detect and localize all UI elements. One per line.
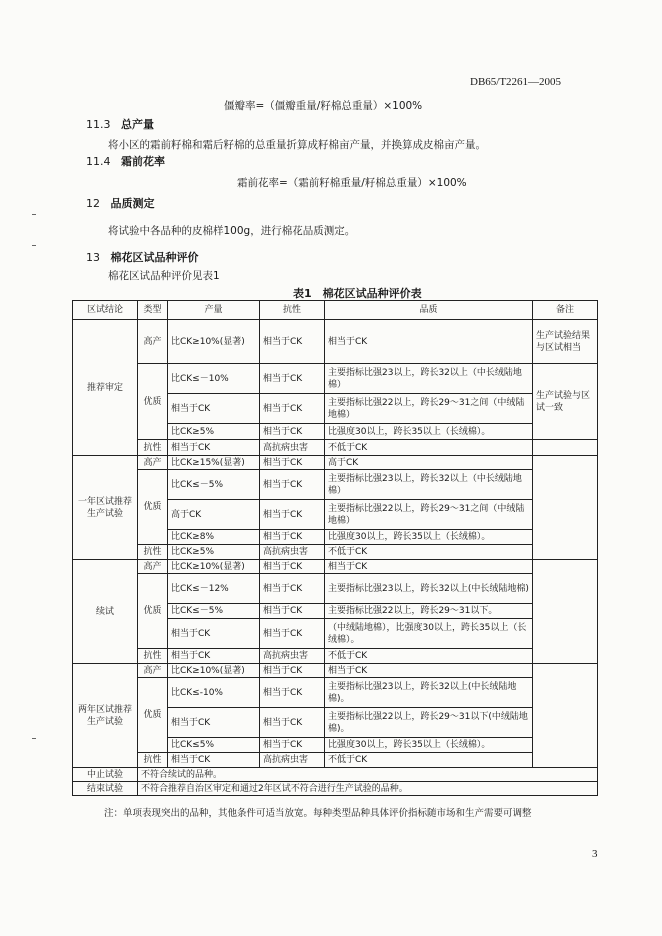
quality-cell: （中绒陆地棉），比强度30以上，跨长35以上（长绒棉）。 (325, 619, 533, 649)
table-row (73, 649, 598, 664)
resistance-cell: 相当于CK (260, 604, 325, 619)
table-row-stop (73, 768, 598, 782)
section-13 (86, 249, 199, 265)
table-row (73, 364, 598, 394)
note-cell (533, 664, 598, 768)
conclusion-cell: 结束试验 (73, 782, 138, 796)
resistance-cell: 相当于CK (260, 320, 325, 364)
yield-cell: 相当于CK (168, 440, 260, 456)
type-cell: 抗性 (138, 545, 168, 560)
resistance-cell: 相当于CK (260, 664, 325, 678)
yield-cell: 相当于CK (168, 708, 260, 738)
section-number: 12 (86, 197, 100, 210)
table-footnote: 注：单项表现突出的品种，其他条件可适当放宽。每种类型品种具体评价指标随市场和生产需要可调整 (104, 808, 532, 819)
resistance-cell: 相当于CK (260, 619, 325, 649)
table-row (73, 574, 598, 604)
table-row (73, 664, 598, 678)
yield-cell: 比CK≥10%(显著) (168, 560, 260, 574)
note-cell: 生产试验结果与区试相当 (533, 320, 598, 364)
type-cell: 高产 (138, 664, 168, 678)
table-row (73, 470, 598, 500)
yield-cell: 比CK≤－10% (168, 364, 260, 394)
quality-cell: 主要指标比强23以上，跨长32以上(中长绒陆地棉)。 (325, 678, 533, 708)
scan-mark (32, 245, 36, 246)
conclusion-cell: 中止试验 (73, 768, 138, 782)
quality-cell: 比强度30以上，跨长35以上（长绒棉）。 (325, 530, 533, 545)
resistance-cell: 高抗病虫害 (260, 649, 325, 664)
resistance-cell: 相当于CK (260, 470, 325, 500)
quality-cell: 主要指标比强22以上，跨长29～31以下(中绒陆地棉)。 (325, 708, 533, 738)
yield-cell: 比CK≥5% (168, 545, 260, 560)
scan-mark (32, 738, 36, 739)
conclusion-cell: 一年区试推荐生产试验 (73, 456, 138, 560)
yield-cell: 相当于CK (168, 753, 260, 768)
scan-mark (32, 214, 36, 215)
yield-cell: 比CK≥10%(显著) (168, 320, 260, 364)
type-cell: 优质 (138, 574, 168, 649)
quality-cell: 不低于CK (325, 545, 533, 560)
col-header: 品质 (325, 301, 533, 320)
resistance-cell: 相当于CK (260, 708, 325, 738)
yield-cell: 比CK≥5% (168, 424, 260, 440)
type-cell: 抗性 (138, 753, 168, 768)
quality-cell: 主要指标比强23以上，跨长32以上(中长绒陆地棉) (325, 574, 533, 604)
yield-cell: 比CK≤－12% (168, 574, 260, 604)
resistance-cell: 相当于CK (260, 530, 325, 545)
table-row-end (73, 782, 598, 796)
section-title: 霜前花率 (121, 155, 165, 168)
yield-cell: 比CK≤5% (168, 738, 260, 753)
col-header: 抗性 (260, 301, 325, 320)
quality-cell: 比强度30以上，跨长35以上（长绒棉）。 (325, 738, 533, 753)
type-cell: 抗性 (138, 440, 168, 456)
table-row (73, 753, 598, 768)
yield-cell: 相当于CK (168, 649, 260, 664)
yield-cell: 比CK≤－5% (168, 470, 260, 500)
resistance-cell: 相当于CK (260, 574, 325, 604)
quality-cell: 主要指标比强22以上，跨长29～31之间（中绒陆地棉） (325, 394, 533, 424)
conclusion-cell: 推荐审定 (73, 320, 138, 456)
col-header: 产量 (168, 301, 260, 320)
table-row (73, 545, 598, 560)
section-11-4 (86, 153, 165, 169)
table-title: 表1 棉花区试品种评价表 (293, 287, 422, 300)
type-cell: 抗性 (138, 649, 168, 664)
section-number: 11.3 (86, 118, 111, 131)
note-cell (533, 560, 598, 664)
quality-cell: 比强度30以上，跨长35以上（长绒棉）。 (325, 424, 533, 440)
conclusion-cell: 两年区试推荐生产试验 (73, 664, 138, 768)
resistance-cell: 相当于CK (260, 456, 325, 470)
resistance-cell: 高抗病虫害 (260, 753, 325, 768)
section-number: 13 (86, 251, 100, 264)
formula-prefrost-rate: 霜前花率=（霜前籽棉重量/籽棉总重量）×100% (237, 177, 467, 189)
quality-cell: 相当于CK (325, 664, 533, 678)
type-cell: 优质 (138, 678, 168, 753)
note-cell (533, 456, 598, 560)
quality-cell: 主要指标比强22以上，跨长29～31以下。 (325, 604, 533, 619)
type-cell: 高产 (138, 320, 168, 364)
yield-cell: 比CK≤-10% (168, 678, 260, 708)
section-title: 品质测定 (110, 197, 155, 210)
description-cell: 不符合推荐自治区审定和通过2年区试不符合进行生产试验的品种。 (138, 782, 598, 796)
evaluation-table (72, 300, 598, 796)
col-header: 类型 (138, 301, 168, 320)
quality-cell: 高于CK (325, 456, 533, 470)
resistance-cell: 相当于CK (260, 738, 325, 753)
resistance-cell: 高抗病虫害 (260, 440, 325, 456)
col-header: 备注 (533, 301, 598, 320)
resistance-cell: 高抗病虫害 (260, 545, 325, 560)
table-row (73, 678, 598, 708)
para-total-yield: 将小区的霜前籽棉和霜后籽棉的总重量折算成籽棉亩产量，并换算成皮棉亩产量。 (108, 139, 486, 151)
type-cell: 优质 (138, 364, 168, 440)
quality-cell: 不低于CK (325, 440, 533, 456)
note-cell: 生产试验与区试一致 (533, 364, 598, 440)
type-cell: 高产 (138, 560, 168, 574)
resistance-cell: 相当于CK (260, 394, 325, 424)
yield-cell: 比CK≥10%(显著) (168, 664, 260, 678)
para-quality: 将试验中各品种的皮棉样100g，进行棉花品质测定。 (108, 225, 356, 237)
yield-cell: 比CK≥15%(显著) (168, 456, 260, 470)
para-table-ref: 棉花区试品种评价见表1 (108, 270, 220, 282)
document-code: DB65/T2261—2005 (470, 76, 562, 88)
section-12 (86, 195, 155, 211)
resistance-cell: 相当于CK (260, 560, 325, 574)
yield-cell: 比CK≥8% (168, 530, 260, 545)
table-row (73, 440, 598, 456)
description-cell: 不符合续试的品种。 (138, 768, 598, 782)
quality-cell: 不低于CK (325, 753, 533, 768)
yield-cell: 相当于CK (168, 619, 260, 649)
quality-cell: 主要指标比强23以上，跨长32以上（中长绒陆地棉） (325, 364, 533, 394)
col-header: 区试结论 (73, 301, 138, 320)
type-cell: 优质 (138, 470, 168, 545)
yield-cell: 相当于CK (168, 394, 260, 424)
quality-cell: 主要指标比强22以上，跨长29～31之间（中绒陆地棉） (325, 500, 533, 530)
resistance-cell: 相当于CK (260, 678, 325, 708)
resistance-cell: 相当于CK (260, 424, 325, 440)
yield-cell: 高于CK (168, 500, 260, 530)
quality-cell: 相当于CK (325, 320, 533, 364)
type-cell: 高产 (138, 456, 168, 470)
conclusion-cell: 续试 (73, 560, 138, 664)
formula-stiff-petal-rate: 僵瓣率=（僵瓣重量/籽棉总重量）×100% (224, 100, 423, 112)
quality-cell: 相当于CK (325, 560, 533, 574)
table-row (73, 320, 598, 364)
table-row (73, 456, 598, 470)
table-row (73, 560, 598, 574)
section-title: 总产量 (121, 118, 154, 131)
resistance-cell: 相当于CK (260, 364, 325, 394)
yield-cell: 比CK≤－5% (168, 604, 260, 619)
resistance-cell: 相当于CK (260, 500, 325, 530)
page-number: 3 (592, 848, 598, 860)
table-header-row (73, 301, 598, 320)
section-title: 棉花区试品种评价 (110, 251, 199, 264)
section-number: 11.4 (86, 155, 111, 168)
section-11-3 (86, 116, 154, 132)
note-cell (533, 440, 598, 456)
quality-cell: 主要指标比强23以上，跨长32以上（中长绒陆地棉） (325, 470, 533, 500)
quality-cell: 不低于CK (325, 649, 533, 664)
